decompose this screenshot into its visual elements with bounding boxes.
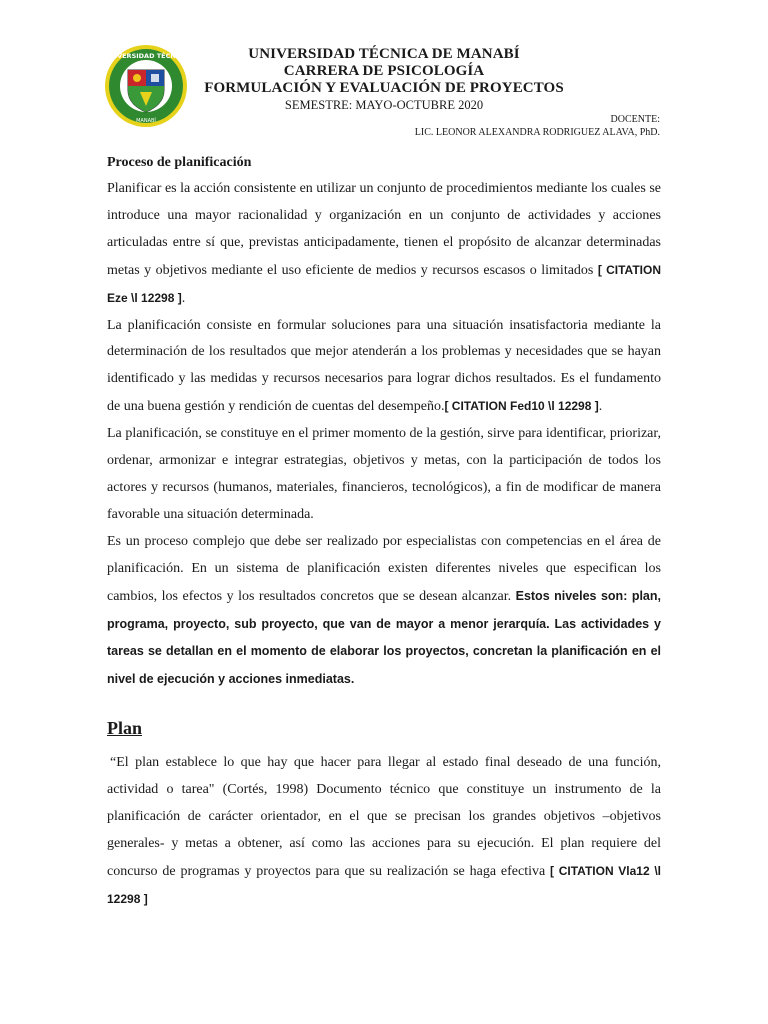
paragraph: Planificar es la acción consistente en utilizar un conjunto de procedimientos mediante los cuales se introduce una mayor racionalidad y organización en un conjunto de actividades y acciones articuladas entre sí que, previstas anticipadamente, tienen el propósito de alcanzar determinadas metas y objetivos mediante el uso eficiente de medios y recursos escasos o limitados [ CITATION Eze \l 12298 ].	[107, 181, 661, 306]
svg-text:MANABÍ: MANABÍ	[136, 118, 156, 124]
section-heading-proceso: Proceso de planificación	[107, 155, 252, 170]
document-header	[196, 46, 572, 113]
document-body	[107, 152, 661, 914]
paragraph: La planificación consiste en formular soluciones para una situación insatisfactoria mediante la determinación de los resultados que mejor atenderán a los problemas y necesidades que se hayan identificado y las medidas y recursos necesarios para lograr dichos resultados. Es el fundamento de una buena gestión y rendición de cuentas del desempeño.[ CITATION Fed10 \l 12298 ].	[107, 317, 661, 415]
citation: [ CITATION Vla12 \l 12298 ]	[107, 863, 662, 906]
citation: [ CITATION Eze \l 12298 ]	[107, 262, 661, 305]
career-name: CARRERA DE PSICOLOGÍA	[283, 63, 485, 79]
university-logo	[104, 44, 188, 128]
svg-text:UNIVERSIDAD TÉCNICA: UNIVERSIDAD TÉCNICA	[104, 52, 188, 60]
paragraph: La planificación, se constituye en el primer momento de la gestión, sirve para identificar, priorizar, ordenar, armonizar e integrar estrategias, objetivos y metas, con la participación de todos los actores y recursos (humanos, materiales, financieros, tecnológicos), a fin de modificar de manera favorable una situación determinada.	[107, 426, 661, 522]
citation: [ CITATION Fed10 \l 12298 ]	[444, 399, 599, 414]
docente-name: LIC. LEONOR ALEXANDRA RODRIGUEZ ALAVA, PhD.	[414, 127, 660, 138]
docente-label: DOCENTE:	[610, 114, 660, 125]
section-heading-plan: Plan	[107, 718, 143, 739]
docente-block	[415, 113, 660, 139]
paragraph: “El plan establece lo que hay que hacer para llegar al estado final deseado de una función, actividad o tarea" (Cortés, 1998) Documento técnico que constituye un instrumento de la planificación de carácter orientador, en el que se precisan los grandes objetivos –objetivos generales- y metas a obtener, así como las acciones para su ejecución. El plan requiere del concurso de programas y proyectos para que su realización se haga efectiva [ CITATION Vla12 \l 12298 ]	[107, 755, 662, 906]
bold-emphasis: Estos niveles son: plan, programa, proyecto, sub proyecto, que van de mayor a menor jerarquía. Las actividades y tareas se detallan en el momento de elaborar los proyectos, concretan la planificación en el nivel de ejecución y acciones inmediatas.	[107, 588, 661, 687]
university-name: UNIVERSIDAD TÉCNICA DE MANABÍ	[248, 46, 520, 62]
semester: SEMESTRE: MAYO-OCTUBRE 2020	[284, 98, 484, 112]
course-name: FORMULACIÓN Y EVALUACIÓN DE PROYECTOS	[204, 80, 564, 96]
paragraph: Es un proceso complejo que debe ser realizado por especialistas con competencias en el área de planificación. En un sistema de planificación existen diferentes niveles que especifican los cambios, los efectos y los resultados concretos que se desean alcanzar. Estos niveles son: plan, programa, proyecto, sub proyecto, que van de mayor a menor jerarquía. Las actividades y tareas se detallan en el momento de elaborar los proyectos, concretan la planificación en el nivel de ejecución y acciones inmediatas.	[107, 533, 661, 687]
